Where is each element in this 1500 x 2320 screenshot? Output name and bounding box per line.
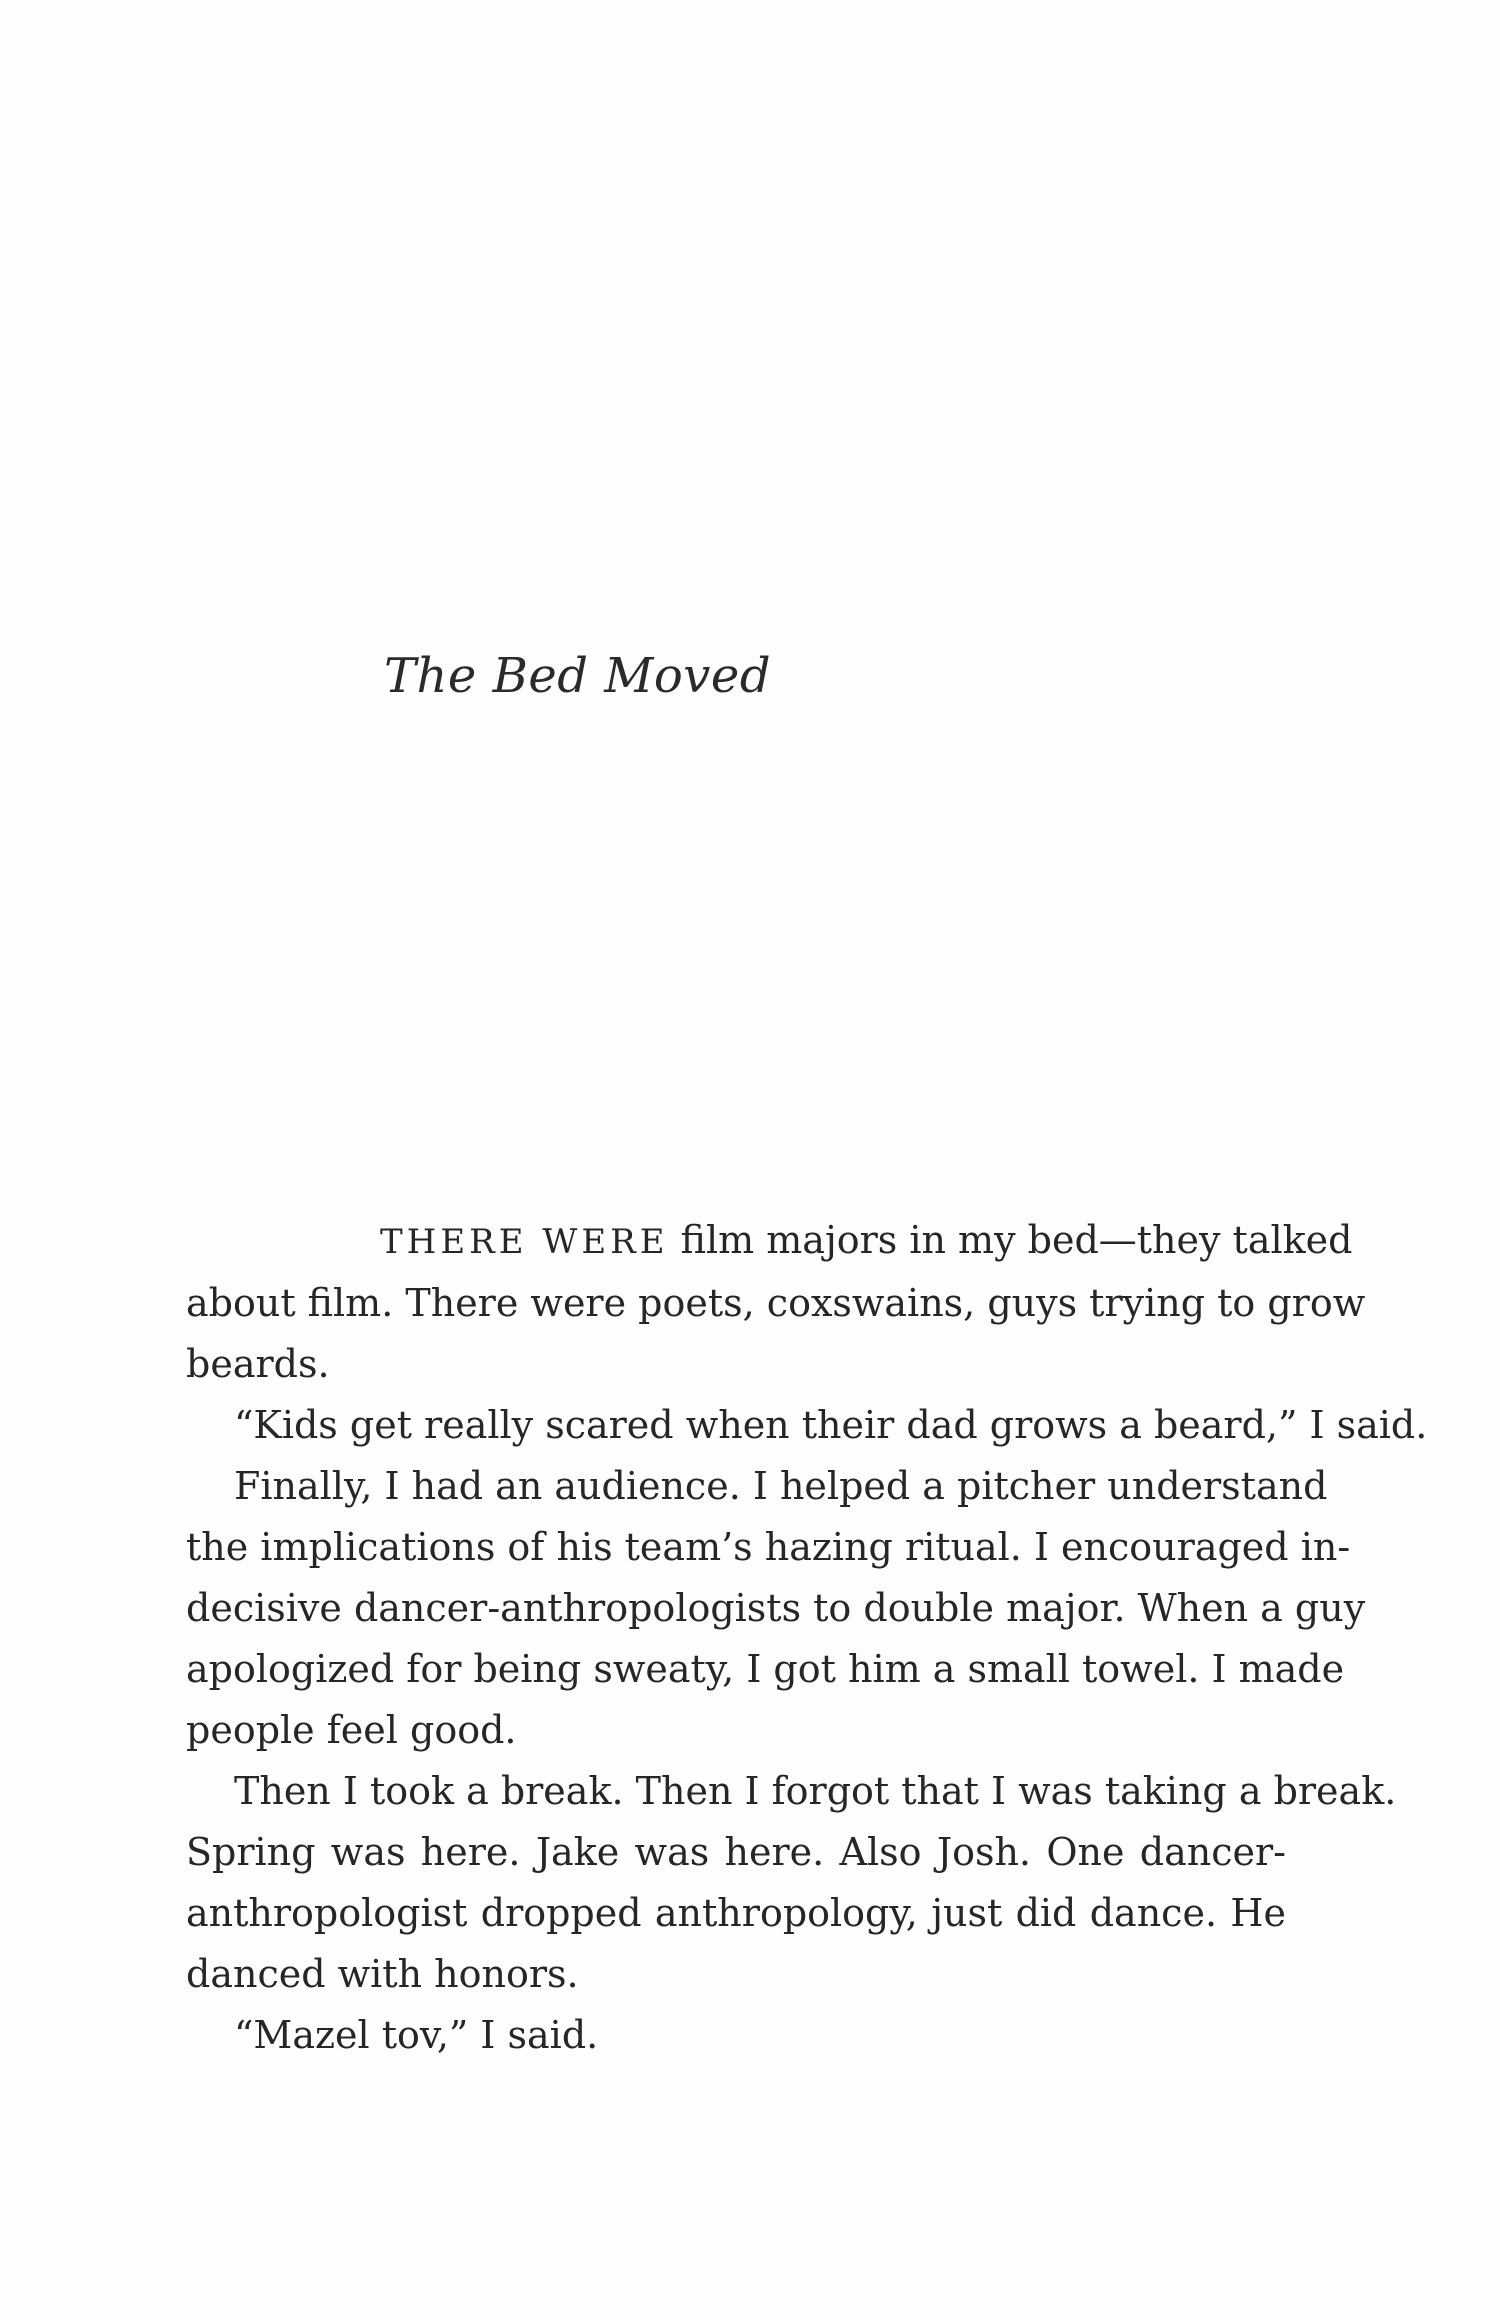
paragraph-1-line-1: [186, 1210, 1353, 1273]
paragraph-3-line-5: people feel good.: [186, 1708, 517, 1752]
paragraph-1-line-2: about film. There were poets, coxswains, guys trying to grow: [186, 1281, 1366, 1325]
paragraph-1-line-3: beards.: [186, 1342, 330, 1386]
paragraph-3-line-4: apologized for being sweaty, I got him a small towel. I made: [186, 1647, 1345, 1691]
paragraph-1-line-1-text: film majors in my bed—they talked: [668, 1218, 1353, 1262]
paragraph-3-line-1: Finally, I had an audience. I helped a pitcher understand: [234, 1464, 1328, 1508]
lead-in-small-caps: THERE WERE: [380, 1222, 669, 1262]
paragraph-5: [186, 2005, 1286, 2066]
body-text: [186, 1210, 1428, 2066]
paragraph-3-line-2: the implications of his team’s hazing ritual. I encouraged in-: [186, 1525, 1351, 1569]
paragraph-4-line-1: Then I took a break. Then I forgot that I was taking a break.: [234, 1769, 1397, 1813]
paragraph-4-line-4: danced with honors.: [186, 1952, 579, 1996]
paragraph-4-line-2: Spring was here. Jake was here. Also Josh. One dancer-: [186, 1830, 1286, 1874]
paragraph-2-line-1: “Kids get really scared when their dad grows a beard,” I said.: [234, 1403, 1428, 1447]
chapter-title: The Bed Moved: [384, 648, 772, 704]
paragraph-4-line-3: anthropologist dropped anthropology, just did dance. He: [186, 1891, 1286, 1935]
paragraph-3: [186, 1456, 1366, 1761]
paragraph-5-line-1: “Mazel tov,” I said.: [234, 2013, 599, 2057]
paragraph-1: [186, 1210, 1366, 1395]
paragraph-3-line-3: decisive dancer-anthropologists to double major. When a guy: [186, 1586, 1366, 1630]
paragraph-4: [186, 1761, 1397, 2005]
paragraph-2: [186, 1395, 1428, 1456]
